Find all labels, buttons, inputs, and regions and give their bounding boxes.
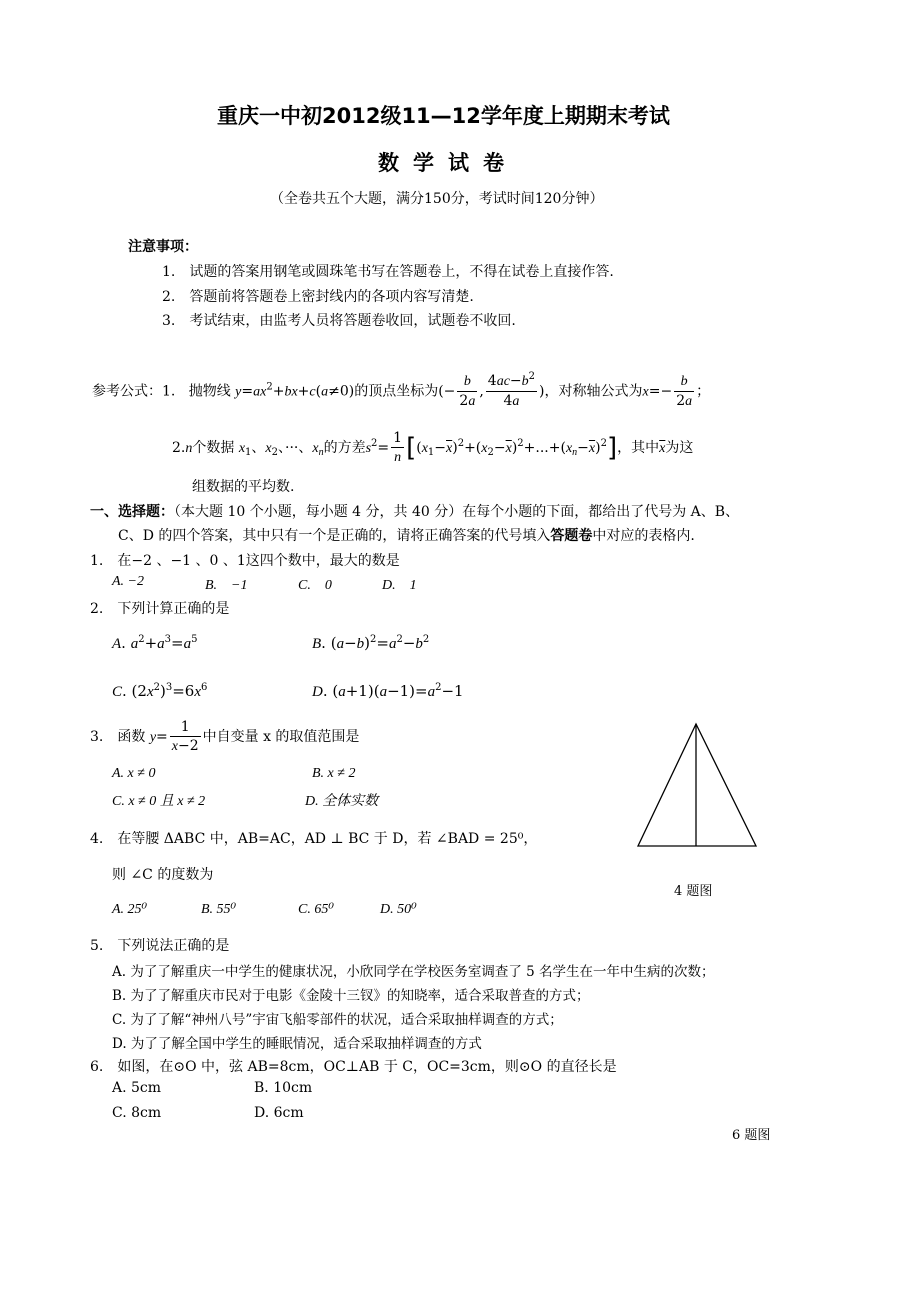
section-heading: 一、选择题： bbox=[90, 504, 174, 520]
exam-info: （全卷共五个大题，满分150分，考试时间120分钟） bbox=[270, 191, 604, 207]
question-4-stem-cont: 则 ∠C 的度数为 bbox=[112, 867, 214, 883]
option-d: D. 全体实数 bbox=[305, 794, 379, 809]
option-c: C. $(2x^2)^3=6x^6$ bbox=[112, 682, 208, 700]
option-c: C. 为了了解“神州八号”宇宙飞船零部件的状况，适合采取抽样调查的方式； bbox=[112, 1012, 563, 1028]
option-b: B. 为了了解重庆市民对于电影《金陵十三钗》的知晓率，适合采取普查的方式； bbox=[112, 988, 590, 1004]
notice-item: 2. 答题前将答题卷上密封线内的各项内容写清楚. bbox=[162, 289, 474, 305]
option-c: C. 65⁰ bbox=[298, 902, 334, 917]
figure-4-caption: 4 题图 bbox=[674, 884, 713, 899]
question-4-stem: 4. 在等腰 ΔABC 中，AB=AC，AD ⊥ BC 于 D，若 ∠BAD = 25⁰， bbox=[90, 831, 538, 847]
option-d: D. 为了了解全国中学生的睡眠情况，适合采取抽样调查的方式 bbox=[112, 1036, 482, 1052]
option-b: B. $(a-b)^2=a^2-b^2$ bbox=[312, 634, 430, 652]
option-b: B. 10cm bbox=[254, 1080, 313, 1096]
figure-6-caption: 6 题图 bbox=[732, 1128, 771, 1143]
section-1-intro-cont: C、D 的四个答案，其中只有一个是正确的，请将正确答案的代号填入答题卷中对应的表格内. bbox=[118, 528, 695, 544]
option-d: D. 50⁰ bbox=[380, 902, 417, 917]
option-b: B. −1 bbox=[205, 578, 248, 593]
option-c: C. 8cm bbox=[112, 1105, 162, 1121]
option-d: D. 6cm bbox=[254, 1105, 304, 1121]
formula-2: 2.n个数据 $x_1$、$x_2$、···、$x_n$的方差$s^2=$ $\frac{1}{n}$ $[(x_1-\overline{x})^2+(x_2-\overline{x})^2+...+(x_n-\overline{x})^2]$，其中$\overline{x}$为这 bbox=[172, 430, 694, 465]
page-title: 重庆一中初2012级11—12学年度上期期末考试 bbox=[217, 104, 670, 128]
option-c: C. x ≠ 0 且 x ≠ 2 bbox=[112, 794, 206, 809]
option-a: A. x ≠ 0 bbox=[112, 766, 156, 781]
question-6-stem: 6. 如图，在⊙O 中，弦 AB=8cm，OC⊥AB 于 C，OC=3cm，则⊙O 的直径长是 bbox=[90, 1059, 617, 1075]
question-1-stem: 1. 在−2 、−1 、0 、1这四个数中，最大的数是 bbox=[90, 553, 400, 569]
formula-1: 参考公式：1. 抛物线 $y=ax^2+bx+c(a\ne 0)$的顶点坐标为(− $\frac{b}{2a}$ , $\frac{4ac-b^2}{4a}$ )，对称轴公式为x=− $\frac{b}{2a}$ ； bbox=[92, 371, 711, 409]
option-d: D. $(a+1)(a-1)=a^2-1$ bbox=[312, 682, 464, 700]
option-a: A. 为了了解重庆一中学生的健康状况，小欣同学在学校医务室调查了 5 名学生在一年中生病的次数； bbox=[112, 964, 715, 980]
triangle-abc bbox=[638, 724, 756, 846]
section-1-intro: 一、选择题：（本大题 10 个小题，每小题 4 分，共 40 分）在每个小题的下面，都给出了代号为 A、B、 bbox=[90, 504, 740, 520]
notice-heading: 注意事项： bbox=[128, 239, 198, 255]
option-a: A. 25⁰ bbox=[112, 902, 148, 917]
page-subtitle: 数学试卷 bbox=[378, 151, 518, 175]
notice-item: 3. 考试结束，由监考人员将答题卷收回，试题卷不收回. bbox=[162, 313, 516, 329]
question-2-stem: 2. 下列计算正确的是 bbox=[90, 601, 230, 617]
question-3-stem: 3. 函数 y= $\frac{1}{x-2}$ 中自变量 x 的取值范围是 bbox=[90, 719, 360, 754]
notice-item: 1. 试题的答案用钢笔或圆珠笔书写在答题卷上，不得在试卷上直接作答. bbox=[162, 264, 614, 280]
option-b: B. 55⁰ bbox=[201, 902, 237, 917]
question-5-stem: 5. 下列说法正确的是 bbox=[90, 938, 230, 954]
option-b: B. x ≠ 2 bbox=[312, 766, 356, 781]
triangle-figure bbox=[636, 722, 760, 850]
option-a: A. 5cm bbox=[112, 1080, 162, 1096]
option-d: D. 1 bbox=[382, 578, 417, 593]
formula-2-cont: 组数据的平均数. bbox=[192, 479, 295, 495]
option-a: A. −2 bbox=[112, 574, 144, 589]
option-c: C. 0 bbox=[298, 578, 332, 593]
option-a: A. $a^2+a^3=a^5$ bbox=[112, 634, 198, 652]
